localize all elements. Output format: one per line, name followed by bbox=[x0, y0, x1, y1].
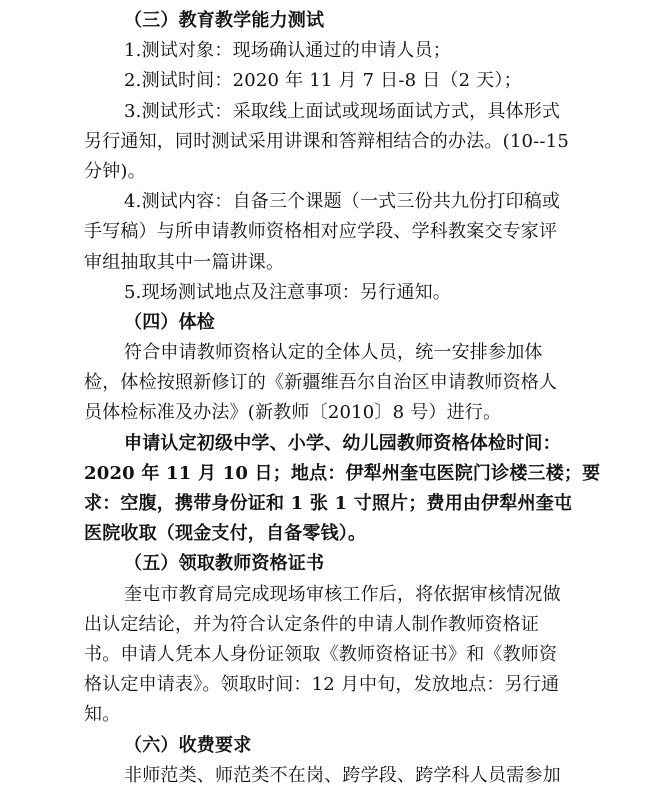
section-heading: （五）领取教师资格证书 bbox=[124, 553, 325, 575]
text-line: 求：空腹，携带身份证和 1 张 1 寸照片；费用由伊犁州奎屯 bbox=[84, 493, 573, 514]
text-line: 3.测试形式：采取线上面试或现场面试方式，具体形式 bbox=[124, 100, 561, 122]
section-heading: （三）教育教学能力测试 bbox=[124, 10, 325, 31]
text-line: 书。申请人凭本人身份证领取《教师资格证书》和《教师资 bbox=[84, 643, 558, 665]
text-line: 2020 年 11 月 10 日；地点：伊犁州奎屯医院门诊楼三楼；要 bbox=[84, 462, 601, 484]
text-line: 分钟)。 bbox=[84, 160, 146, 182]
section-heading: （六）收费要求 bbox=[124, 734, 252, 756]
text-line: 申请认定初级中学、小学、幼儿园教师资格体检时间： bbox=[124, 432, 561, 454]
text-line: 奎屯市教育局完成现场审核工作后，将依据审核情况做 bbox=[124, 583, 561, 605]
text-line: 知。 bbox=[84, 704, 121, 726]
text-line: 5.现场测试地点及注意事项：另行通知。 bbox=[124, 281, 451, 303]
text-line: 员体检标准及办法》(新教师〔2010〕8 号）进行。 bbox=[84, 402, 502, 424]
text-line: 手写稿）与所申请教师资格相对应学段、学科教案交专家评 bbox=[84, 221, 558, 243]
text-line: 4.测试内容：自备三个课题（一式三份共九份打印稿或 bbox=[124, 191, 561, 213]
section-heading: （四）体检 bbox=[124, 311, 215, 333]
text-line: 检，体检按照新修订的《新疆维吾尔自治区申请教师资格人 bbox=[84, 372, 558, 394]
text-line: 非师范类、师范类不在岗、跨学段、跨学科人员需参加 bbox=[124, 764, 561, 786]
text-line: 1.测试对象：现场确认通过的申请人员； bbox=[124, 40, 451, 62]
text-line: 符合申请教师资格认定的全体人员，统一安排参加体 bbox=[124, 342, 543, 364]
text-line: 另行通知，同时测试采用讲课和答辩相结合的办法。(10--15 bbox=[84, 130, 569, 152]
text-line: 2.测试时间：2020 年 11 月 7 日-8 日（2 天）； bbox=[124, 70, 522, 92]
text-line: 医院收取（现金支付，自备零钱）。 bbox=[84, 523, 367, 545]
text-line: 出认定结论，并为符合认定条件的申请人制作教师资格证 bbox=[84, 613, 539, 635]
text-line: 格认定申请表》。领取时间：12 月中旬，发放地点：另行通 bbox=[84, 674, 560, 696]
text-line: 审组抽取其中一篇讲课。 bbox=[84, 251, 285, 273]
